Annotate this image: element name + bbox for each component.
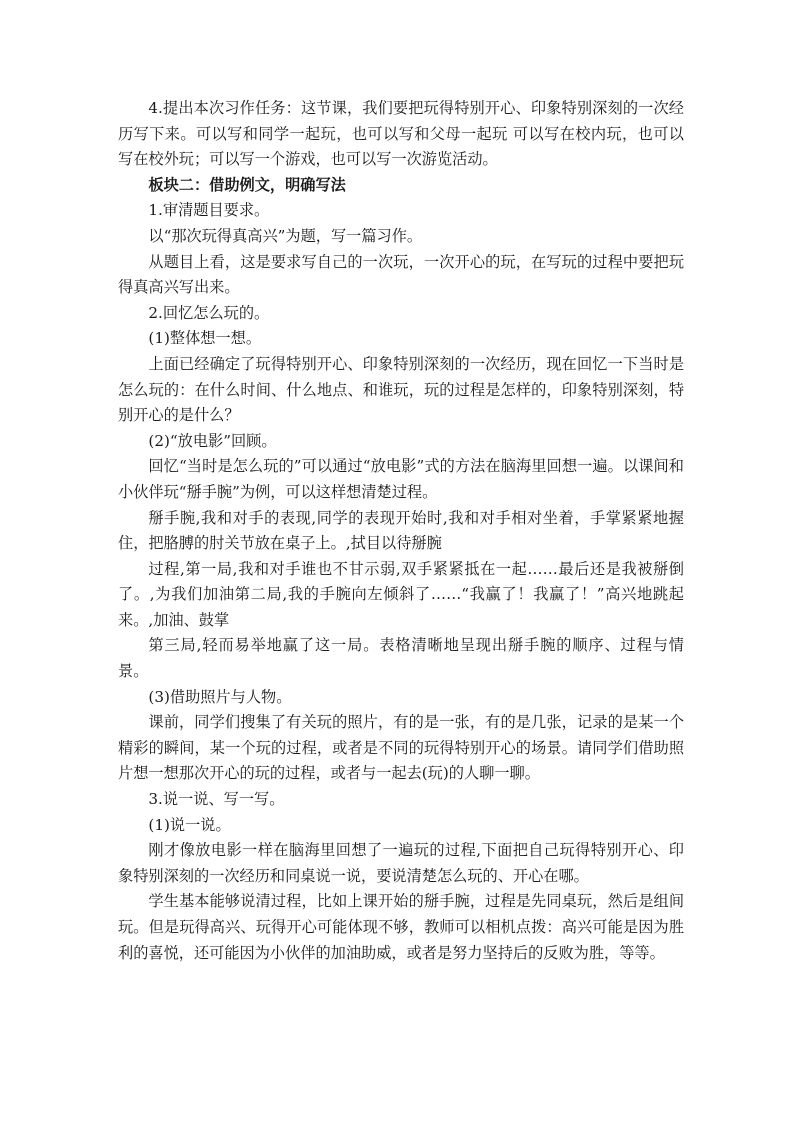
paragraph-arm-wrestling-start: 掰手腕,我和对手的表现,同学的表现开始时,我和对手相对坐着，手掌紧紧地握住，把胳膊的肘关节放在桌子上。,拭目以待掰腕 <box>118 508 684 553</box>
paragraph-arm-wrestling-round-3: 第三局,轻而易举地赢了这一局。表格清晰地呈现出掰手腕的顺序、过程与情景。 <box>118 636 684 681</box>
paragraph-step-2: 2.回忆怎么玩的。 <box>148 303 270 322</box>
paragraph-title-analysis: 从题目上看，这是要求写自己的一次玩，一次开心的玩，在写玩的过程中要把玩得真高兴写出来。 <box>118 252 684 297</box>
paragraph-arm-wrestling-process: 过程,第一局,我和对手谁也不甘示弱,双手紧紧抵在一起……最后还是我被掰倒了。,为我们加油第二局,我的手腕向左倾斜了……“我赢了！我赢了！”高兴地跳起来。,加油、鼓掌 <box>118 559 684 629</box>
paragraph-task-4: 4.提出本次习作任务：这节课，我们要把玩得特别开心、印象特别深刻的一次经历写下来。可以写和同学一起玩，也可以写和父母一起玩 可以写在校内玩，也可以写在校外玩；可以写一个游戏，也可以写一次游览活动。 <box>118 99 684 169</box>
paragraph-title-requirement: 以“那次玩得真高兴”为题，写一篇习作。 <box>148 226 423 245</box>
paragraph-movie-method: 回忆“当时是怎么玩的”可以通过“放电影”式的方法在脑海里回想一遍。以课间和小伙伴玩“掰手腕”为例，可以这样想清楚过程。 <box>118 457 684 501</box>
paragraph-substep-2: (2)“放电影”回顾。 <box>148 431 277 450</box>
document-body <box>118 96 684 966</box>
paragraph-substep-3: (3)借助照片与人物。 <box>148 687 292 706</box>
section-heading-2: 板块二：借助例文，明确写法 <box>148 175 346 194</box>
paragraph-substep-1: (1)整体想一想。 <box>148 329 262 348</box>
paragraph-teacher-guidance: 学生基本能够说清过程，比如上课开始的掰手腕，过程是先同桌玩，然后是组间玩。但是玩得高兴、玩得开心可能体现不够，教师可以相机点拨：高兴可能是因为胜利的喜悦，还可能因为小伙伴的加油助威，或者是努力坚持后的反败为胜，等等。 <box>118 892 684 962</box>
paragraph-speak-heading: (1)说一说。 <box>148 815 231 834</box>
paragraph-step-1: 1.审清题目要求。 <box>148 201 270 220</box>
paragraph-recall-overall: 上面已经确定了玩得特别开心、印象特别深刻的一次经历，现在回忆一下当时是怎么玩的：在什么时间、什么地点、和谁玩，玩的过程是怎样的，印象特别深刻，特别开心的是什么？ <box>118 354 684 425</box>
paragraph-step-3: 3.说一说、写一写。 <box>148 790 285 809</box>
paragraph-speak-instruction: 刚才像放电影一样在脑海里回想了一遍玩的过程,下面把自己玩得特别开心、印象特别深刻的一次经历和同桌说一说，要说清楚怎么玩的、开心在哪。 <box>118 841 684 885</box>
paragraph-photos: 课前，同学们搜集了有关玩的照片，有的是一张，有的是几张，记录的是某一个精彩的瞬间，某一个玩的过程，或者是不同的玩得特别开心的场景。请同学们借助照片想一想那次开心的玩的过程，或者与一起去(玩)的人聊一聊。 <box>118 713 684 783</box>
